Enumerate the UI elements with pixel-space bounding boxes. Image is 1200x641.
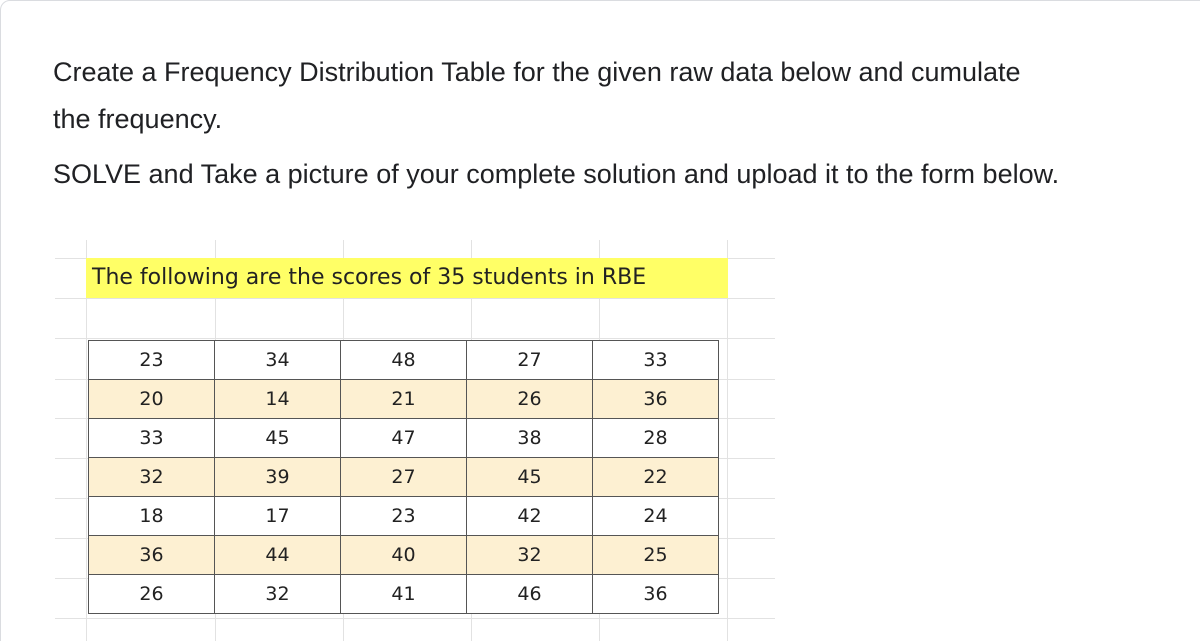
- score-cell: 40: [341, 536, 467, 575]
- score-cell: 47: [341, 419, 467, 458]
- table-row: [89, 341, 719, 380]
- table-row: [89, 419, 719, 458]
- score-cell: 21: [341, 380, 467, 419]
- score-cell: 26: [467, 380, 593, 419]
- gridline: [55, 338, 775, 339]
- score-cell: 36: [593, 575, 719, 614]
- score-cell: 20: [89, 380, 215, 419]
- score-cell: 44: [215, 536, 341, 575]
- score-cell: 24: [593, 497, 719, 536]
- scores-table: [88, 340, 719, 614]
- score-cell: 45: [467, 458, 593, 497]
- scores-banner: The following are the scores of 35 students in RBE: [86, 258, 728, 298]
- score-cell: 33: [593, 341, 719, 380]
- score-cell: 38: [467, 419, 593, 458]
- instruction-line-1: Create a Frequency Distribution Table for the given raw data below and cumulate: [53, 57, 1021, 87]
- gridline: [86, 240, 87, 641]
- score-cell: 45: [215, 419, 341, 458]
- instruction-line-2: the frequency.: [53, 104, 223, 134]
- score-cell: 46: [467, 575, 593, 614]
- score-cell: 41: [341, 575, 467, 614]
- score-cell: 48: [341, 341, 467, 380]
- score-cell: 32: [215, 575, 341, 614]
- gridline: [55, 298, 775, 299]
- score-cell: 22: [593, 458, 719, 497]
- table-row: [89, 458, 719, 497]
- score-cell: 36: [89, 536, 215, 575]
- score-cell: 25: [593, 536, 719, 575]
- score-cell: 26: [89, 575, 215, 614]
- score-cell: 14: [215, 380, 341, 419]
- table-row: [89, 497, 719, 536]
- table-row: [89, 380, 719, 419]
- score-cell: 23: [89, 341, 215, 380]
- instruction-line-3: SOLVE and Take a picture of your complete solution and upload it to the form below.: [53, 159, 1060, 189]
- score-cell: 18: [89, 497, 215, 536]
- gridline: [55, 618, 775, 619]
- gridline: [727, 240, 728, 641]
- score-cell: 42: [467, 497, 593, 536]
- spreadsheet-image: [55, 240, 1200, 641]
- score-cell: 33: [89, 419, 215, 458]
- score-cell: 27: [467, 341, 593, 380]
- score-cell: 28: [593, 419, 719, 458]
- question-instructions: [53, 49, 1200, 198]
- score-cell: 17: [215, 497, 341, 536]
- score-cell: 27: [341, 458, 467, 497]
- score-cell: 23: [341, 497, 467, 536]
- score-cell: 36: [593, 380, 719, 419]
- score-cell: 32: [89, 458, 215, 497]
- table-row: [89, 536, 719, 575]
- score-cell: 34: [215, 341, 341, 380]
- score-cell: 39: [215, 458, 341, 497]
- table-row: [89, 575, 719, 614]
- score-cell: 32: [467, 536, 593, 575]
